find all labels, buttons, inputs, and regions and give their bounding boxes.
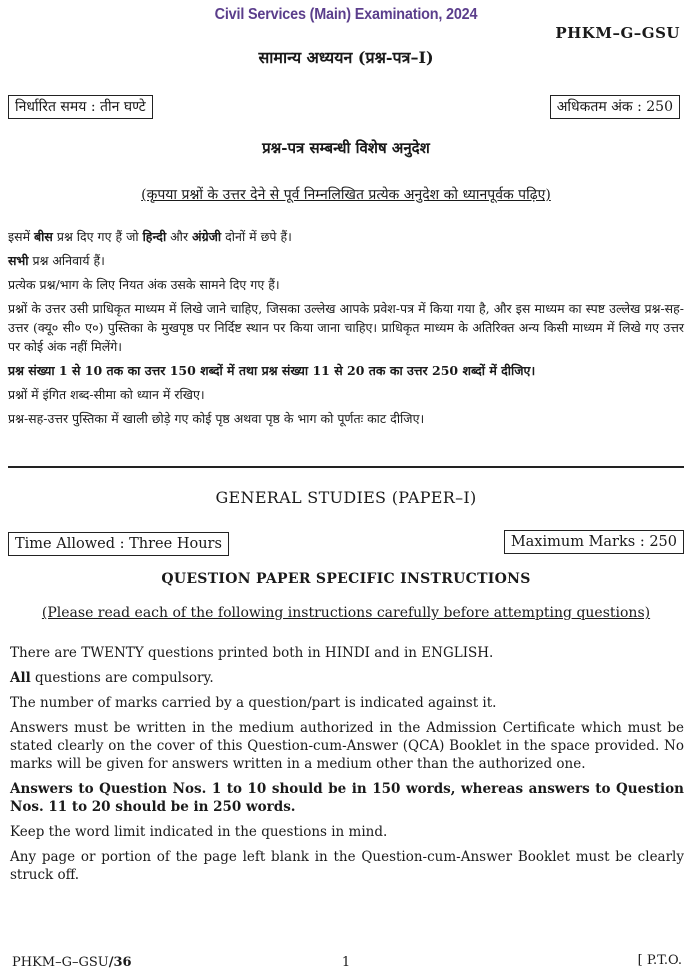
english-instruction-5: Answers to Question Nos. 1 to 10 should be in 150 words, whereas answers to Question Nos. 11 to 20 should be in 250 words.	[10, 781, 684, 815]
english-paper-title: GENERAL STUDIES (PAPER–I)	[215, 488, 477, 507]
hindi-instructions-heading: प्रश्न-पत्र सम्बन्धी विशेष अनुदेश	[262, 139, 430, 157]
hindi-paper-title: सामान्य अध्ययन (प्रश्न-पत्र–I)	[258, 48, 434, 67]
page-number: 1	[341, 955, 351, 970]
text: प्रश्न अनिवार्य हैं।	[28, 253, 105, 268]
english-instructions-list	[10, 644, 684, 891]
text: और	[166, 229, 193, 244]
english-time-allowed: Time Allowed : Three Hours	[8, 532, 229, 556]
text: questions are compulsory.	[30, 670, 214, 686]
english-instruction-4: Answers must be written in the medium authorized in the Admission Certificate which must be stated clearly on the cover of this Question-cum-Answer (QCA) Booklet in the space provided. No marks will be given for answers written in a medium other than the authorized one.	[10, 720, 684, 772]
text: हिन्दी	[142, 229, 167, 244]
text: दोनों में छपे हैं।	[221, 229, 292, 244]
english-instruction-7: Any page or portion of the page left blank in the Question-cum-Answer Booklet must be clearly struck off.	[10, 849, 684, 883]
hindi-instruction-7: प्रश्न-सह-उत्तर पुस्तिका में खाली छोड़े गए कोई पृष्ठ अथवा पृष्ठ के भाग को पूर्णतः काट दीजिए।	[8, 411, 425, 426]
english-instruction-1: There are TWENTY questions printed both in HINDI and in ENGLISH.	[10, 645, 494, 661]
hindi-instructions-note: (कृपया प्रश्नों के उत्तर देने से पूर्व निम्नलिखित प्रत्येक अनुदेश को ध्यानपूर्वक पढ़िए)	[141, 187, 551, 203]
please-turn-over: [ P.T.O.	[637, 953, 682, 968]
hindi-instruction-6: प्रश्नों में इंगित शब्द-सीमा को ध्यान में रखिए।	[8, 387, 205, 402]
hindi-max-marks: अधिकतम अंक : 250	[550, 95, 680, 119]
text: अंग्रेजी	[192, 229, 222, 244]
hindi-instruction-1	[8, 227, 684, 246]
paper-code: PHKM–G–GSU	[555, 24, 680, 42]
hindi-instruction-4: प्रश्नों के उत्तर उसी प्राधिकृत माध्यम में लिखे जाने चाहिए, जिसका उल्लेख आपके प्रवेश-पत्र में किया गया है, और इस माध्यम का स्पष्ट उल्लेख प्रश्न-सह-उत्तर (क्यू० सी० ए०) पुस्तिका के मुखपृष्ठ पर निर्दिष्ट स्थान पर किया जाना चाहिए। प्राधिकृत माध्यम के अतिरिक्त अन्य किसी माध्यम में लिखे गए उत्तर पर कोई अंक नहीं मिलेंगे।	[8, 301, 684, 354]
text: बीस	[34, 229, 53, 244]
hindi-instruction-5: प्रश्न संख्या 1 से 10 तक का उत्तर 150 शब्दों में तथा प्रश्न संख्या 11 से 20 तक का उत्तर 250 शब्दों में दीजिए।	[8, 363, 536, 378]
english-instruction-2	[10, 669, 684, 687]
text: प्रश्न दिए गए हैं जो	[52, 229, 143, 244]
section-divider	[8, 466, 684, 468]
text: सभी	[8, 253, 29, 268]
text: All	[10, 670, 31, 686]
english-instruction-3: The number of marks carried by a question/part is indicated against it.	[10, 695, 497, 711]
exam-title: Civil Services (Main) Examination, 2024	[214, 6, 478, 23]
english-max-marks: Maximum Marks : 250	[504, 530, 684, 554]
text: /36	[108, 955, 132, 970]
hindi-instruction-3: प्रत्येक प्रश्न/भाग के लिए नियत अंक उसके सामने दिए गए हैं।	[8, 277, 280, 292]
hindi-instruction-2	[8, 251, 684, 270]
english-instructions-note: (Please read each of the following instructions carefully before attempting questions)	[41, 605, 651, 621]
text: PHKM–G–GSU	[12, 955, 109, 970]
english-instructions-heading: QUESTION PAPER SPECIFIC INSTRUCTIONS	[161, 571, 531, 587]
hindi-instructions-list	[8, 227, 684, 433]
english-instruction-6: Keep the word limit indicated in the questions in mind.	[10, 824, 388, 840]
hindi-time-allowed: निर्धारित समय : तीन घण्टे	[8, 95, 153, 119]
text: इसमें	[8, 229, 35, 244]
